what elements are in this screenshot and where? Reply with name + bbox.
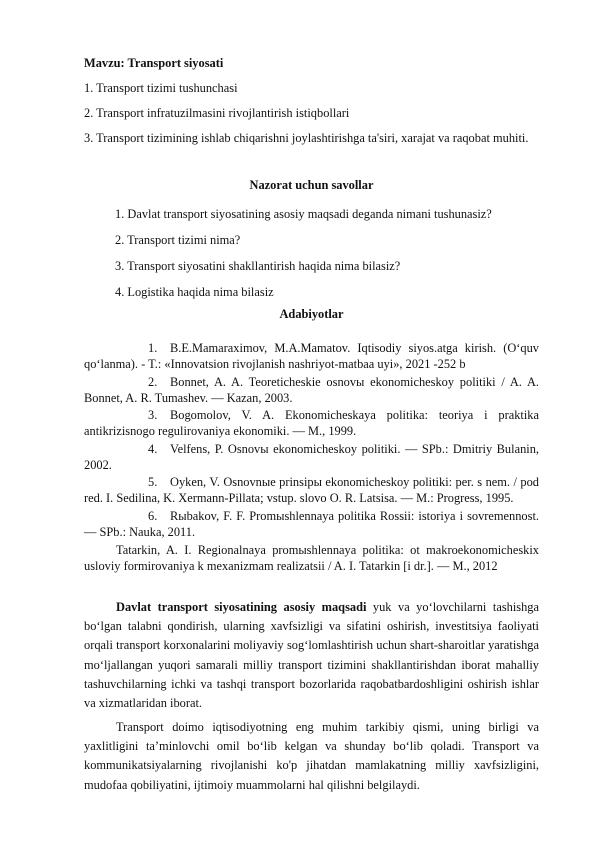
reference-7-text: Tatarkin, A. I. Regionalnaya promыshlennaya politika: ot makroekonomicheskix usloviy formirovaniya k mexanizmam realizatsii / A. I. Tatarkin [i dr.]. — M., 2012 (84, 543, 539, 574)
topic-item-2: 2. Transport infratuzilmasini rivojlantirish istiqbollari (84, 106, 350, 120)
references-heading: Adabiyotlar (279, 307, 344, 321)
reference-5 (84, 474, 539, 507)
reference-2-text: Bonnet, A. A. Teoreticheskie osnovы ekonomicheskoy politiki / A. A. Bonnet, A. R. Tumashev. — Kazan, 2003. (84, 375, 539, 406)
reference-2-number: 2. (148, 375, 158, 389)
reference-6-text: Rыbakov, F. F. Promыshlennaya politika Rossii: istoriya i sovremennost. — SPb.: Nauka, 2011. (84, 509, 539, 540)
reference-7 (84, 542, 539, 575)
question-3: 3. Transport siyosatini shakllantirish haqida nima bilasiz? (115, 259, 401, 273)
paragraph-1 (84, 598, 539, 713)
reference-3 (84, 407, 539, 440)
reference-3-number: 3. (148, 408, 158, 422)
paragraph-1-bold: Davlat transport siyosatining asosiy maqsadi (116, 600, 367, 614)
reference-1-text: B.E.Mamaraximov, M.A.Mamatov. Iqtisodiy siyos.atga kirish. (O‘quv qo‘lanma). - T.: «Innovatsion rivojlanish nashriyot-matbaa uyi», 2021 -252 b (84, 341, 539, 372)
reference-4-text: Velfens, P. Osnovы ekonomicheskoy politiki. — SPb.: Dmitriy Bulanin, 2002. (84, 442, 539, 473)
reference-6-number: 6. (148, 509, 158, 523)
paragraph-2: Transport doimo iqtisodiyotning eng muhim tarkibiy qismi, uning birligi va yaxlitligini ta’minlovchi omil bo‘lib kelgan va shunday bo‘lib qoladi. Transport va kommunikatsiyalarning rivojlanishi ko'p jihatdan mamlakatning milliy xavfsizligini, mudofaa qobiliyatini, ijtimoiy muammolarni hal qilishni belgilaydi. (84, 720, 539, 792)
reference-4 (84, 441, 539, 474)
reference-2 (84, 374, 539, 407)
reference-1 (84, 340, 539, 373)
topic-title: Mavzu: Transport siyosati (84, 56, 224, 70)
reference-6 (84, 508, 539, 541)
topic-item-1: 1. Transport tizimi tushunchasi (84, 81, 238, 95)
reference-5-number: 5. (148, 475, 158, 489)
reference-5-text: Oyken, V. Osnovnыe prinsipы ekonomicheskoy politiki: per. s nem. / pod red. I. Sedilina, K. Xermann-Pillata; vstup. slovo O. R. Latsisa. — M.: Progress, 1995. (84, 475, 539, 506)
reference-3-text: Bogomolov, V. A. Ekonomicheskaya politika: teoriya i praktika antikrizisnogo regulirovaniya ekonomiki. — M., 1999. (84, 408, 539, 439)
reference-4-number: 4. (148, 442, 158, 456)
paragraph-1-text: yuk va yo‘lovchilarni tashishga bo‘lgan talabni qondirish, ularning xavfsizligi va sifatini oshirish, investitsiya faoliyati orqali transport korxonalarini moliyaviy sog‘lomlashtirish uchun shart-sharoitlar yaratishga mo‘ljallangan yuqori samarali milliy transport tizimini shakllantirishdan iborat mahalliy tashuvchilarning ichki va tashqi transport bozorlarida raqobatbardoshligini oshirish ishlar va xizmatlaridan iborat. (84, 600, 539, 711)
question-2: 2. Transport tizimi nima? (115, 233, 241, 247)
questions-heading: Nazorat uchun savollar (249, 178, 374, 192)
question-4: 4. Logistika haqida nima bilasiz (115, 285, 274, 299)
reference-1-number: 1. (148, 341, 158, 355)
question-1: 1. Davlat transport siyosatining asosiy maqsadi deganda nimani tushunasiz? (115, 207, 492, 221)
topic-item-3: 3. Transport tizimining ishlab chiqarishni joylashtirishga ta'siri, xarajat va raqobat muhiti. (84, 131, 529, 145)
